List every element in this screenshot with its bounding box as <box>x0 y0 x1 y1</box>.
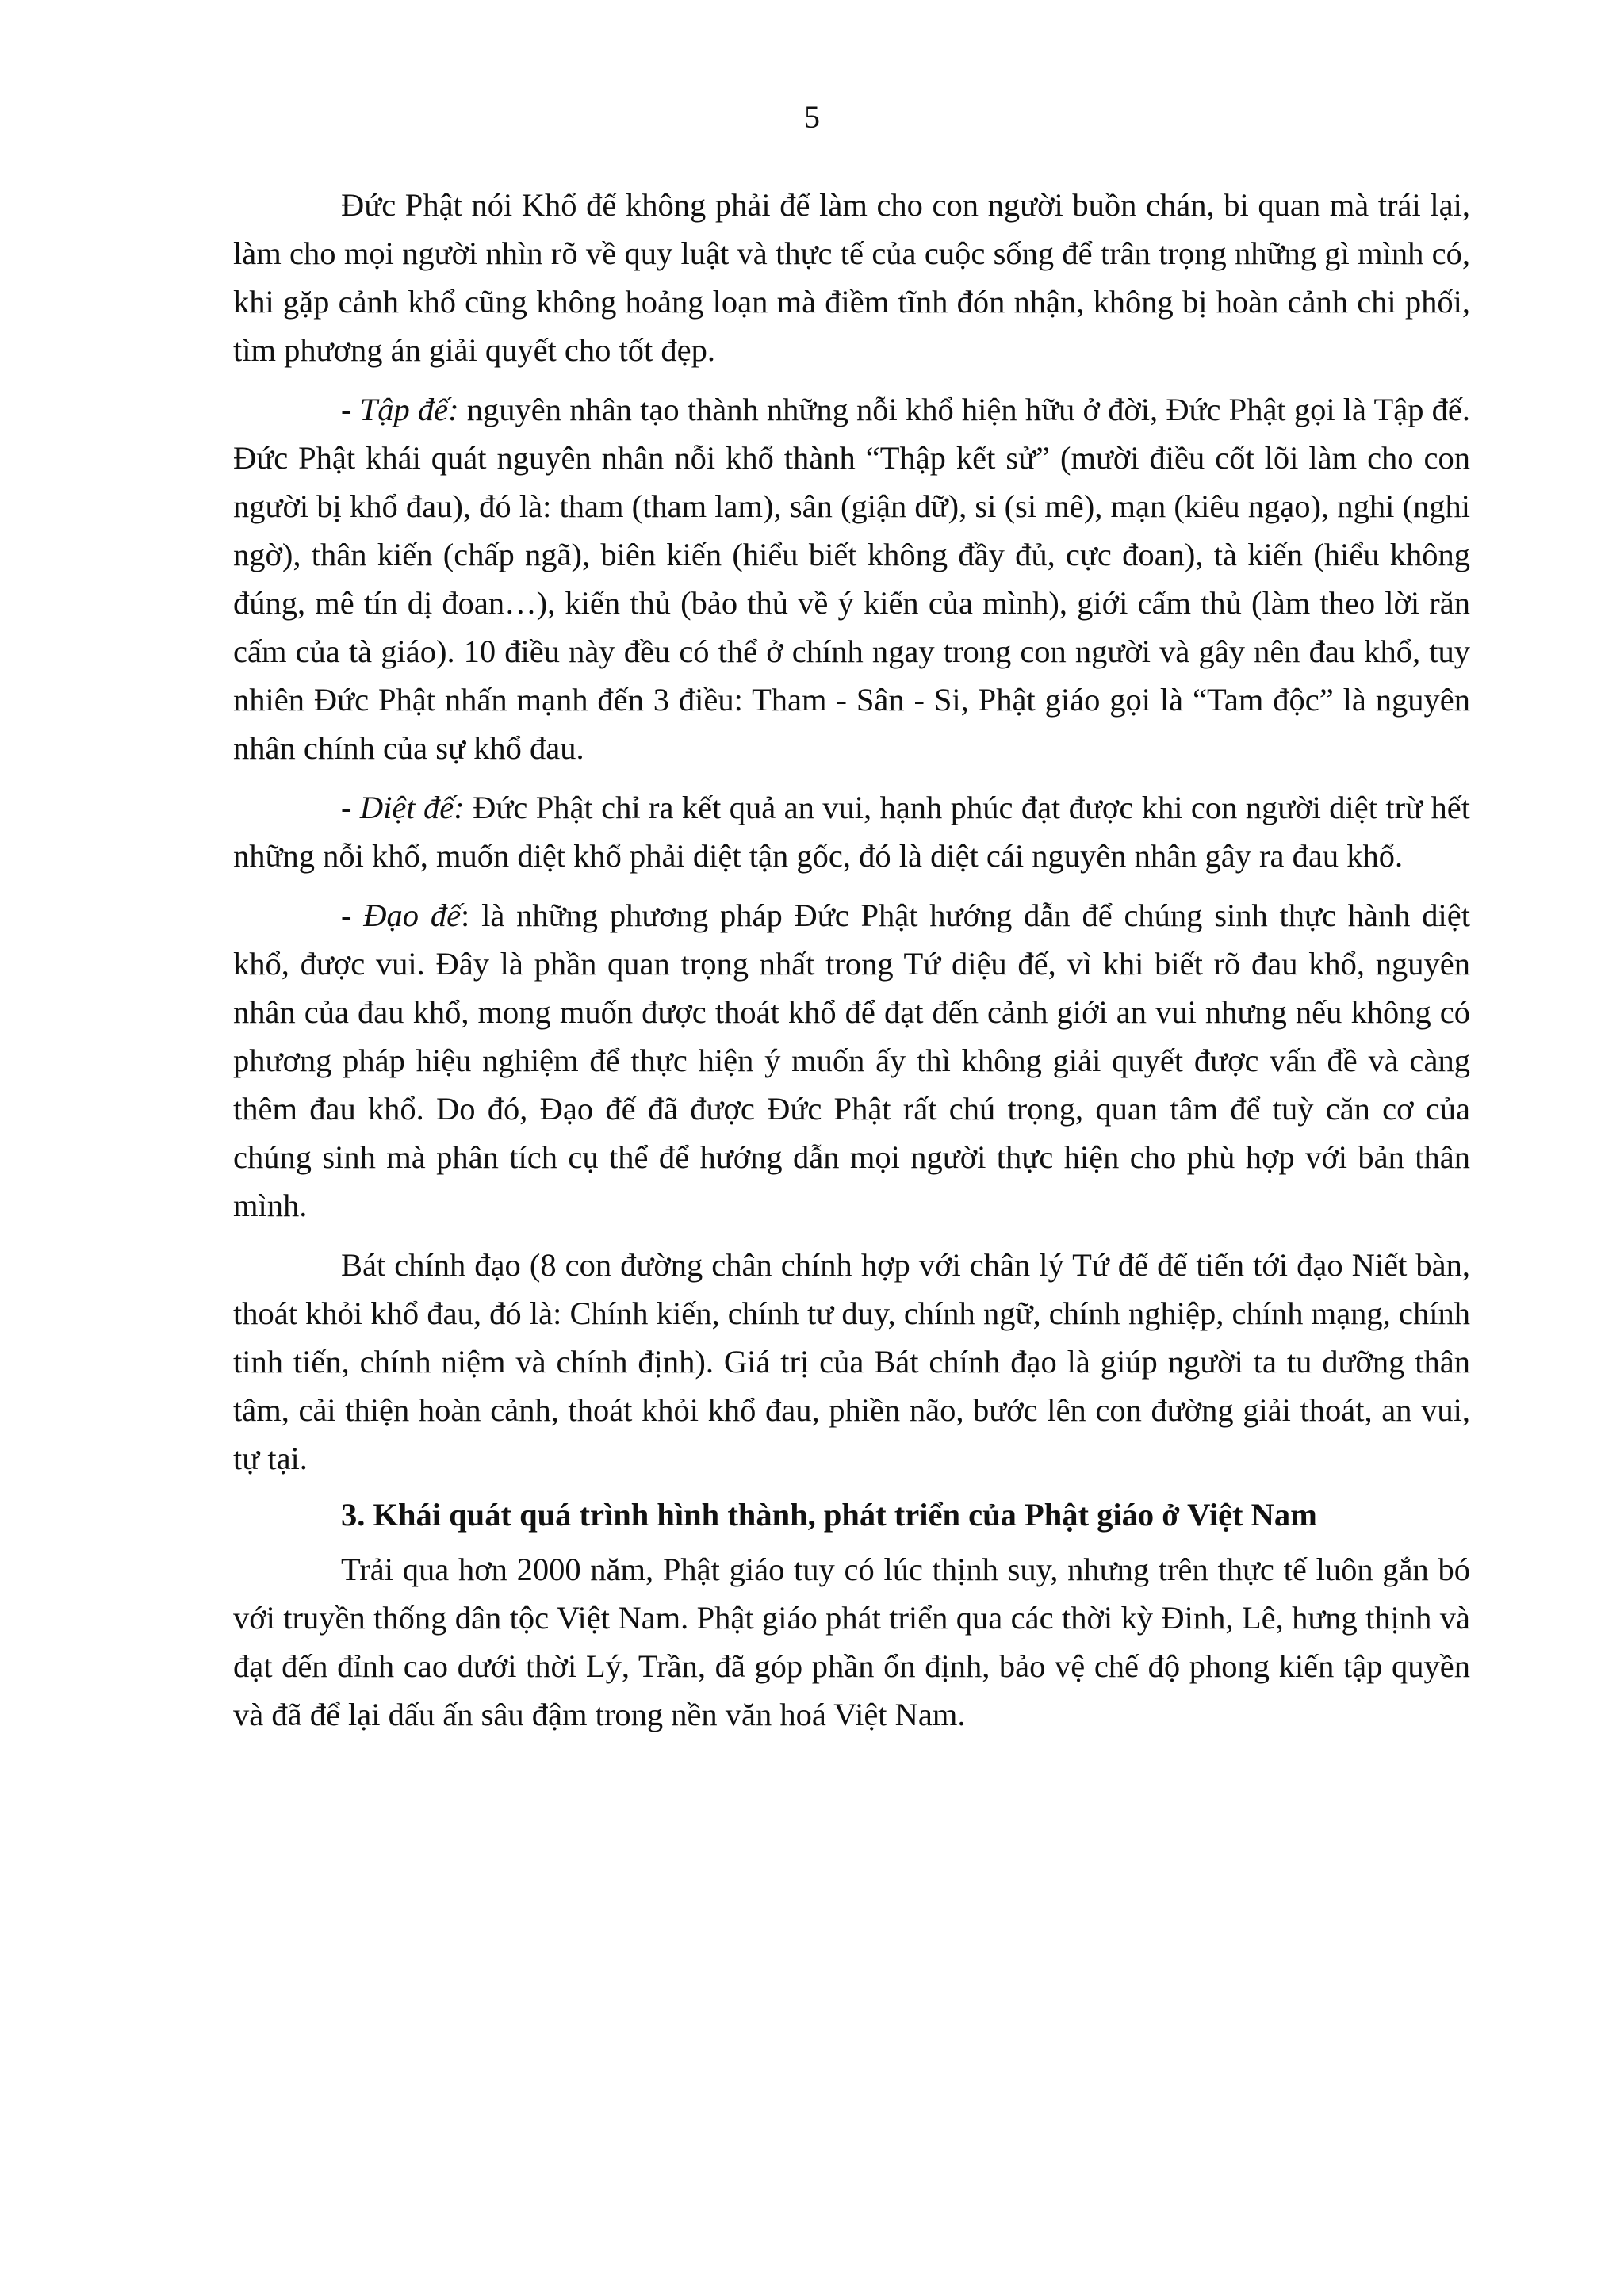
paragraph-diet-de <box>233 783 1470 880</box>
page-number: 5 <box>804 99 820 135</box>
paragraph-bat-chinh-dao: Bát chính đạo (8 con đường chân chính hợp với chân lý Tứ đế để tiến tới đạo Niết bàn, thoát khỏi khổ đau, đó là: Chính kiến, chính tư duy, chính ngữ, chính nghiệp, chính mạng, chính tinh tiến, chính niệm và chính định). Giá trị của Bát chính đạo là giúp người ta tu dưỡng thân tâm, cải thiện hoàn cảnh, thoát khỏi khổ đau, phiền não, bước lên con đường giải thoát, an vui, tự tại. <box>233 1247 1470 1476</box>
section-heading: 3. Khái quát quá trình hình thành, phát triển của Phật giáo ở Việt Nam <box>341 1497 1317 1533</box>
dao-de-text: : là những phương pháp Đức Phật hướng dẫn để chúng sinh thực hành diệt khổ, được vui. Đây là phần quan trọng nhất trong Tứ diệu đế, vì khi biết rõ đau khổ, nguyên nhân của đau khổ, mong muốn được thoát khổ để đạt đến cảnh giới an vui nhưng nếu không có phương pháp hiệu nghiệm để thực hiện ý muốn ấy thì không giải quyết được vấn đề và càng thêm đau khổ. Do đó, Đạo đế đã được Đức Phật rất chú trọng, quan tâm để tuỳ căn cơ của chúng sinh mà phân tích cụ thể để hướng dẫn mọi người thực hiện cho phù hợp với bản thân mình. <box>233 897 1470 1223</box>
paragraph-vietnam-history: Trải qua hơn 2000 năm, Phật giáo tuy có lúc thịnh suy, nhưng trên thực tế luôn gắn bó với truyền thống dân tộc Việt Nam. Phật giáo phát triển qua các thời kỳ Đinh, Lê, hưng thịnh và đạt đến đỉnh cao dưới thời Lý, Trần, đã góp phần ổn định, bảo vệ chế độ phong kiến tập quyền và đã để lại dấu ấn sâu đậm trong nền văn hoá Việt Nam. <box>233 1552 1470 1732</box>
tap-de-text: nguyên nhân tạo thành những nỗi khổ hiện hữu ở đời, Đức Phật gọi là Tập đế. Đức Phật khái quát nguyên nhân nỗi khổ thành “Thập kết sử” (mười điều cốt lõi làm cho con người bị khổ đau), đó là: tham (tham lam), sân (giận dữ), si (si mê), mạn (kiêu ngạo), nghi (nghi ngờ), thân kiến (chấp ngã), biên kiến (hiểu biết không đầy đủ, cực đoan), tà kiến (hiểu không đúng, mê tín dị đoan…), kiến thủ (bảo thủ về ý kiến của mình), giới cấm thủ (làm theo lời răn cấm của tà giáo). 10 điều này đều có thể ở chính ngay trong con người và gây nên đau khổ, tuy nhiên Đức Phật nhấn mạnh đến 3 điều: Tham - Sân - Si, Phật giáo gọi là “Tam độc” là nguyên nhân chính của sự khổ đau. <box>233 392 1470 766</box>
diet-de-label: - Diệt đế: <box>341 790 465 825</box>
paragraph-dao-de <box>233 891 1470 1230</box>
paragraph-tap-de <box>233 385 1470 772</box>
diet-de-text: Đức Phật chỉ ra kết quả an vui, hạnh phúc đạt được khi con người diệt trừ hết những nỗi khổ, muốn diệt khổ phải diệt tận gốc, đó là diệt cái nguyên nhân gây ra đau khổ. <box>233 790 1470 874</box>
dao-de-label: - Đạo đế <box>341 897 462 933</box>
paragraph-kho-de-conclusion: Đức Phật nói Khổ đế không phải để làm cho con người buồn chán, bi quan mà trái lại, làm cho mọi người nhìn rõ về quy luật và thực tế của cuộc sống để trân trọng những gì mình có, khi gặp cảnh khổ cũng không hoảng loạn mà điềm tĩnh đón nhận, không bị hoàn cảnh chi phối, tìm phương án giải quyết cho tốt đẹp. <box>233 187 1470 368</box>
document-body <box>233 181 1470 1750</box>
tap-de-label: - Tập đế: <box>341 392 459 427</box>
